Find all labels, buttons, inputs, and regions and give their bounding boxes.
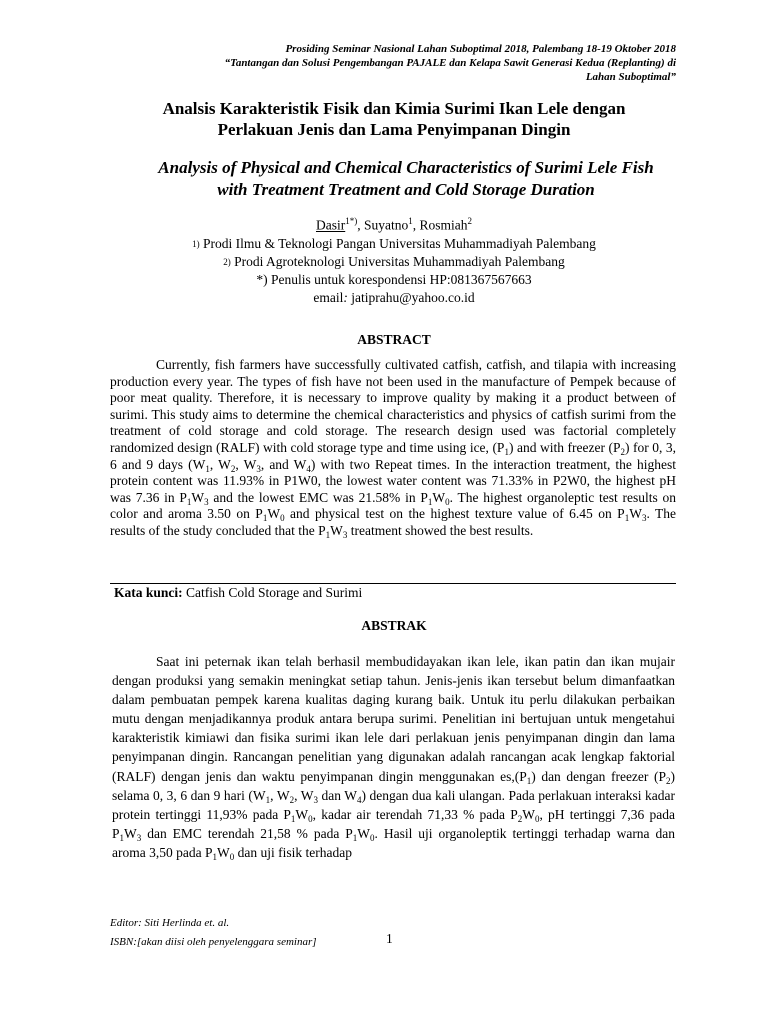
affiliation-1	[100, 235, 688, 253]
header-line-3: Lahan Suboptimal”	[585, 71, 676, 83]
abstract-divider	[110, 583, 676, 584]
keywords-value: Catfish Cold Storage and Surimi	[182, 585, 363, 600]
header-line-1: Prosiding Seminar Nasional Lahan Suboptimal 2018, Palembang 18-19 Oktober 2018	[285, 43, 676, 55]
author-1: Dasir	[315, 217, 346, 233]
affiliation-2-text: Prodi Agroteknologi Universitas Muhammadiyah Palembang	[234, 253, 565, 269]
page-footer	[110, 914, 317, 952]
title-english	[100, 157, 712, 201]
header-line-2: “Tantangan dan Solusi Pengembangan PAJALE dan Kelapa Sawit Generasi Kedua (Replanting) di	[224, 57, 676, 69]
author-2: Suyatno	[363, 217, 409, 233]
title-id-line-1: Analsis Karakteristik Fisik dan Kimia Surimi Ikan Lele dengan	[162, 99, 626, 118]
abstract-body	[110, 357, 676, 540]
email-address: jatiprahu@yahoo.co.id	[351, 289, 475, 305]
title-indonesian	[100, 98, 688, 140]
footer-editor: Editor: Siti Herlinda et. al.	[110, 917, 230, 929]
abstrak-heading: ABSTRAK	[361, 618, 427, 633]
abstrak-body	[112, 652, 675, 862]
author-3: Rosmiah	[419, 217, 468, 233]
affiliation-2	[100, 253, 688, 271]
affiliation-1-mark: 1)	[192, 238, 200, 249]
correspondence: *) Penulis untuk korespondensi HP:081367567663	[256, 271, 532, 287]
title-en-line-2: with Treatment Treatment and Cold Storage Duration	[217, 180, 595, 199]
abstract-heading: ABSTRACT	[357, 332, 431, 347]
title-id-line-2: Perlakuan Jenis dan Lama Penyimpanan Dingin	[217, 120, 571, 139]
email-label: email	[313, 289, 344, 305]
title-en-line-1: Analysis of Physical and Chemical Characteristics of Surimi Lele Fish	[158, 158, 654, 177]
abstrak-paragraph: Saat ini peternak ikan telah berhasil membudidayakan ikan lele, ikan patin dan ikan mujair dengan produksi yang semakin meningkat setiap tahun. Jenis-jenis ikan tersebut belum dimanfaatkan dalam pembuatan pempek karena kualitas daging kurang baik. Untuk itu perlu dilakukan perbaikan mutu dengan menjadikannya produk antara berupa surimi. Penelitian ini bertujuan untuk mengetahui karakteristik kimiawi dan fisika surimi ikan lele dari perlakuan jenis penyimpanan dingin dan lama penyimpanan dingin. Rancangan penelitian yang digunakan adalah rancangan acak lengkap faktorial (RALF) dengan jenis dan waktu penyimpanan dingin menggunakan $es,(P_1)$ dan dengan freezer $(P_2)$ selama 0, 3, 6 dan 9 hari ($W_1$, $W_2$, $W_3$ dan $W_4$) dengan dua kali ulangan. Pada perlakuan interaksi kadar protein tertinggi 11,93% pada $P_1W_0$, kadar air terendah 71,33 % pada $P_2W_0$, pH tertinggi 7,36 pada $P_1W_3$ dan EMC terendah 21,58 % pada $P_1W_0$. Hasil uji organoleptik tertinggi terhadap warna dan aroma 3,50 pada $P_1W_0$ dan uji fisik terhadap	[112, 654, 676, 862]
keywords-label: Kata kunci:	[114, 585, 183, 600]
author-1-affiliation: 1*)	[345, 216, 358, 226]
page-number: 1	[386, 931, 393, 946]
footer-isbn: ISBN:[akan diisi oleh penyelenggara seminar]	[110, 936, 317, 948]
author-names: Dasir$^{1*)}$, Suyatno$^1$, Rosmiah$^2$	[315, 216, 473, 233]
author-3-affiliation: 2	[467, 216, 473, 226]
email-line: email: jatiprahu@yahoo.co.id	[313, 289, 475, 305]
affiliation-1-text: Prodi Ilmu & Teknologi Pangan Universitas Muhammadiyah Palembang	[202, 235, 596, 251]
author-block	[100, 212, 688, 307]
keywords	[114, 585, 362, 601]
proceedings-header	[116, 42, 676, 84]
affiliation-2-mark: 2)	[223, 256, 231, 267]
author-2-affiliation: 1	[408, 216, 413, 226]
abstract-paragraph: Currently, fish farmers have successfully cultivated catfish, catfish, and tilapia with increasing production every year. The types of fish have not been used in the manufacture of Pempek because of poor meat quality. Therefore, it is necessary to improve quality by making it a product between of surimi. This study aims to determine the chemical characteristics and physics of catfish surimi from the treatment of cold storage and cold storage. The research design used was factorial completely randomized design (RALF) with cold storage type and time using ice, $(P_1)$ and with freezer $(P_2)$ for 0, 3, 6 and 9 days ($W_1$, $W_2$, $W_3$, and $W_4$) with two Repeat times. In the interaction treatment, the highest protein content was 11.93% in P1W0, the lowest water content was 71.33% in P2W0, the highest pH was 7.36 in $P_1W_3$ and the lowest EMC was 21.58% in $P_1W_0$. The highest organoleptic test results on color and aroma 3.50 on $P_1W_0$ and physical test on the highest texture value of 6.45 on $P_1W_3$. The results of the study concluded that the $P_1W_3$ treatment showed the best results.	[110, 357, 677, 540]
